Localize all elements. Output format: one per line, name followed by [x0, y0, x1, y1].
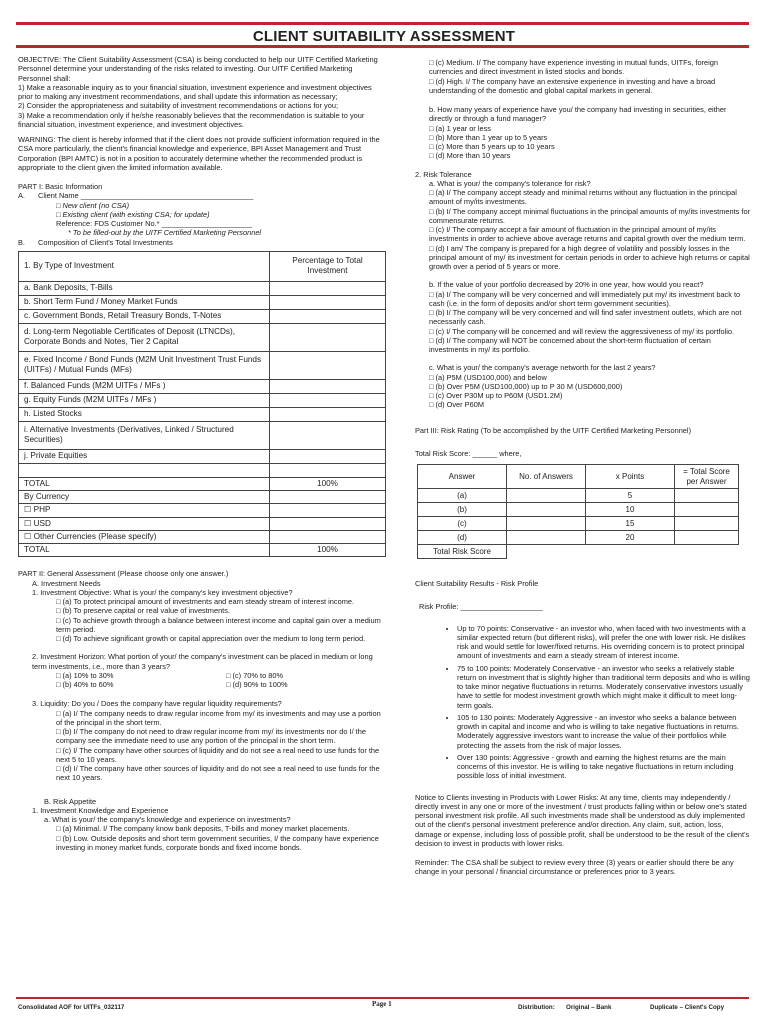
q2-option-b[interactable]: □ (b) 40% to 60% — [56, 680, 114, 689]
currency-php-checkbox[interactable]: ☐ PHP — [19, 504, 270, 517]
currency-heading: By Currency — [19, 491, 270, 504]
objective-point-2: 2) Consider the appropriateness and suitability of investment recommendations or actions for you; — [18, 101, 339, 111]
investment-row-h: h. Listed Stocks — [19, 407, 270, 421]
risk-total-blank3 — [675, 545, 739, 559]
drop-option-c[interactable]: □ (c) I/ The company will be concerned and will review the aggressiveness of my/ its portfolio. — [429, 326, 735, 336]
client-name-field[interactable]: Client Name __________________________________________ — [38, 191, 254, 201]
existing-client-checkbox[interactable]: □ Existing client (with existing CSA; for update) — [56, 209, 210, 219]
page-number: Page 1 — [372, 1000, 392, 1008]
risk-profile-list — [415, 624, 751, 781]
experience-option-d[interactable]: □ (d) More than 10 years — [429, 151, 511, 161]
investment-row-j: j. Private Equities — [19, 449, 270, 463]
risk-header-total: = Total Score per Answer — [675, 465, 739, 489]
percentage-header: Percentage to Total Investment — [270, 251, 386, 281]
duplicate-copy: Duplicate – Client's Copy — [650, 1004, 725, 1011]
objective-point-1: 1) Make a reasonable inquiry as to your financial situation, investment experience and investment objectives prior to making any investment recommendations, and shall update this information as necessary; — [18, 82, 372, 101]
warning-text: WARNING: The client is hereby informed that if the client does not provide sufficient information required in the CSA more particularly, the client's financial knowledge and experience, BPI Asset Management and Trust Corporation (BPI AMTC) is not in a position to accurately determine whether the recommended product is appropriate to the client given the limited information available. — [18, 135, 380, 172]
title-red-rule — [16, 45, 749, 48]
knowledge-title: 1. Investment Knowledge and Experience — [32, 805, 169, 815]
q2-option-d[interactable]: □ (d) 90% to 100% — [226, 680, 288, 689]
risk-answer-a: (a) — [418, 489, 507, 503]
investment-row-e: e. Fixed Income / Bond Funds (M2M Unit Investment Trust Funds (UITFs) / Mutual Funds (MFs) — [19, 351, 270, 379]
composition-row — [18, 238, 386, 247]
question-2: 2. Investment Horizon: What portion of your/ the company's investment can be placed in medium or long term investments, i.e., more than 3 years? — [32, 652, 373, 671]
experience-option-a[interactable]: □ (a) 1 year or less — [429, 123, 491, 133]
risk-total-b[interactable] — [675, 503, 739, 517]
total-risk-score-line: Total Risk Score: ______ where, — [415, 448, 522, 458]
part1-section — [18, 182, 386, 247]
risk-score-table — [417, 464, 739, 559]
notice-text: Notice to Clients investing in Products with Lower Risks: At any time, clients may independently / directly invest in any one or more of the investment / trust products falling within or below one's stated personal investment risk profile. All such investments made shall be understood as duly implemented out of the client's personal investment preference and/or direction. Any claim, suit, action, loss, damage or expense, including loss of possible profit, shall be understood to be the result of the client's decision to invest in products with lower risks. — [415, 792, 750, 848]
q2-options — [18, 671, 386, 690]
q2-option-a[interactable]: □ (a) 10% to 30% — [56, 670, 114, 680]
investment-row-b: b. Short Term Fund / Money Market Funds — [19, 295, 270, 309]
risk-total-blank — [507, 545, 586, 559]
client-name-row — [18, 191, 386, 200]
part1-heading: PART I: Basic Information — [18, 182, 103, 191]
reference-note: * To be filled-out by the UITF Certified Marketing Personnel — [68, 228, 262, 238]
part3-heading: Part III: Risk Rating (To be accomplished by the UITF Certified Marketing Personnel) — [415, 425, 692, 435]
total-value: 100% — [270, 477, 386, 490]
profile-aggressive: • Over 130 points: Aggressive - growth and earning the highest returns are the main concerns of this investor. He is willing to take negative fluctuations in return including possible loss of initial investment. — [457, 753, 751, 781]
risk-points-b: 10 — [586, 503, 675, 517]
networth-option-d[interactable]: □ (d) Over P60M — [429, 400, 484, 410]
reminder-text: Reminder: The CSA shall be subject to review every three (3) years or earlier should there be any change in your personal / financial circumstance or preferences prior to 3 years. — [415, 858, 734, 877]
q2-option-c[interactable]: □ (c) 70% to 80% — [226, 670, 284, 680]
percentage-cell-j[interactable] — [270, 449, 386, 463]
risk-header-points: x Points — [586, 465, 675, 489]
question-knowledge: a. What is your/ the company's knowledge and experience on investments? — [44, 815, 291, 824]
investment-type-header: 1. By Type of Investment — [19, 251, 270, 281]
item-b-label: B. — [18, 237, 25, 247]
risk-count-a[interactable] — [507, 489, 586, 503]
knowledge-option-d[interactable]: □ (d) High. I/ The company have an extensive experience in investing and have a broad understanding of the domestic and global capital markets in general. — [429, 76, 716, 95]
question-experience: b. How many years of experience have you/ the company had investing in securities, either directly or through a fund manager? — [429, 105, 727, 124]
profile-moderately-conservative: • 75 to 100 points: Moderately Conservative - an investor who seeks a relatively stable return on investment that is slightly higher than traditional term deposits and who is willing to take minor negative fluctuations in returns. Moderately conservative investors usually have to settle for modest investment growth which might make it difficult to meet long-term goals. — [457, 664, 751, 710]
profile-moderately-aggressive: • 105 to 130 points: Moderately Aggressive - an investor who seeks a balance between growth in capital and income and who is willing to take negative fluctuations in returns. Moderately aggressive investors want to increase the value of their portfolios while protecting the assets from the risk of major losses. — [457, 713, 751, 750]
percentage-cell-c[interactable] — [270, 309, 386, 323]
q1-option-b[interactable]: □ (b) To preserve capital or real value of investments. — [56, 606, 230, 616]
profile-conservative: • Up to 70 points: Conservative - an investor who, when faced with two investments with a similar expected return (but different risks), will prefer the one with lower risk. He dislikes risk and would settle for lower/fixed returns. His overriding concern is to protect principal amount of investments and earn a steady stream of interest income. — [457, 624, 751, 661]
drop-option-a[interactable]: □ (a) I/ The company will be very concerned and will immediately put my/ its investment back to cash (i.e. in the form of deposits and/or short term government securities). — [429, 289, 741, 308]
knowledge-option-a[interactable]: □ (a) Minimal. I/ The company know bank deposits, T-bills and money market placements. — [56, 824, 350, 834]
top-red-rule — [16, 22, 749, 25]
objective-point-3: 3) Make a recommendation only if he/she reasonably believes that the recommendation is suitable to your financial situation, investment experience, and investment objectives. — [18, 110, 365, 129]
tolerance-option-b[interactable]: □ (b) I/ The company accept minimal fluctuations in the principal amounts of my/its investments for commensurate returns. — [429, 206, 751, 225]
risk-answer-c: (c) — [418, 517, 507, 531]
experience-option-b[interactable]: □ (b) More than 1 year up to 5 years — [429, 132, 548, 142]
percentage-cell-a[interactable] — [270, 281, 386, 295]
knowledge-option-c[interactable]: □ (c) Medium. I/ The company have experience investing in mutual funds, UITFs, foreign currencies and direct investment in listed stocks and bonds. — [429, 58, 718, 77]
q1-option-a[interactable]: □ (a) To protect principal amount of investments and earn steady stream of interest income. — [56, 597, 355, 606]
investment-row-a: a. Bank Deposits, T-Bills — [19, 281, 270, 295]
right-column — [415, 58, 751, 877]
part2-heading: PART II: General Assessment (Please choose only one answer.) — [18, 569, 229, 579]
percentage-cell-h[interactable] — [270, 407, 386, 421]
risk-points-a: 5 — [586, 489, 675, 503]
risk-header-answer: Answer — [418, 465, 507, 489]
percentage-cell-d[interactable] — [270, 323, 386, 351]
tolerance-option-d[interactable]: □ (d) I am/ The company is prepared for a high degree of volatility and possibly losses in the principal amount of my/ its investment for certain periods in order to achieve high returns or capital growth over a period of 5 years or more. — [429, 243, 750, 271]
risk-total-d[interactable] — [675, 531, 739, 545]
risk-answer-d: (d) — [418, 531, 507, 545]
percentage-cell-f[interactable] — [270, 379, 386, 393]
percentage-cell-i[interactable] — [270, 421, 386, 449]
total2-label: TOTAL — [19, 544, 270, 557]
blank-cell — [270, 463, 386, 477]
risk-profile-field[interactable]: Risk Profile: ____________________ — [419, 602, 543, 612]
composition-heading: Composition of Client's Total Investments — [38, 237, 173, 247]
knowledge-option-b[interactable]: □ (b) Low. Outside deposits and short term government securities, I/ the company have experience investing in money market funds, corporate bonds and fixed income bonds. — [56, 833, 379, 852]
currency-php-cell[interactable] — [270, 504, 386, 517]
q3-option-a[interactable]: □ (a) I/ The company needs to draw regular income from my/ its investments and may use a portion of the principal in the short term. — [56, 708, 381, 727]
risk-points-d: 20 — [586, 531, 675, 545]
results-title: Client Suitability Results - Risk Profile — [415, 579, 539, 588]
tolerance-option-a[interactable]: □ (a) I/ The company accept steady and minimal returns without any fluctuation in the principal amount of my/its investments. — [429, 188, 737, 207]
investment-row-g: g. Equity Funds (M2M UITFs / MFs ) — [19, 393, 270, 407]
q1-option-d[interactable]: □ (d) To achieve significant growth or capital appreciation over the medium to long term period. — [56, 634, 366, 643]
currency-other-checkbox[interactable]: ☐ Other Currencies (Please specify) — [19, 530, 270, 543]
risk-total-label: Total Risk Score — [418, 545, 507, 559]
risk-count-c[interactable] — [507, 517, 586, 531]
drop-option-b[interactable]: □ (b) I/ The company will be very concerned and will find safer investment outlets, which are not necessarily cash. — [429, 308, 742, 327]
reference-field[interactable]: Reference: FDS Customer No.* ______________________ — [56, 219, 252, 228]
percentage-cell-g[interactable] — [270, 393, 386, 407]
risk-count-b[interactable] — [507, 503, 586, 517]
q3-option-d[interactable]: □ (d) I/ The company have other sources of liquidity and do not see a real need to use funds for the next 10 years. — [56, 764, 380, 783]
investments-table — [18, 251, 386, 558]
risk-total-c[interactable] — [675, 517, 739, 531]
form-code: Consolidated AOF for UITFs_032117 — [18, 1004, 125, 1011]
percentage-cell-b[interactable] — [270, 295, 386, 309]
networth-option-b[interactable]: □ (b) Over P5M (USD100,000) up to P 30 M (USD600,000) — [429, 381, 623, 391]
original-copy: Original – Bank — [566, 1004, 612, 1011]
drop-option-d[interactable]: □ (d) I/ The company will NOT be concerned about the short-term fluctuation of certain investments in my/ its portfolio. — [429, 335, 711, 354]
question-portfolio-drop: b. If the value of your portfolio decreased by 20% in one year, how would you react? — [429, 280, 704, 290]
total2-value: 100% — [270, 544, 386, 557]
risk-total-a[interactable] — [675, 489, 739, 503]
blank-row — [19, 463, 270, 477]
investment-row-f: f. Balanced Funds (M2M UITFs / MFs ) — [19, 379, 270, 393]
q3-option-b[interactable]: □ (b) I/ The company do not need to draw regular income from my/ its investments nor do I/ the company see the immediate need to use any portion of the principal in the short term. — [56, 727, 366, 746]
question-3: 3. Liquidity: Do you / Does the company have regular liquidity requirements? — [32, 699, 282, 709]
risk-total-blank2 — [586, 545, 675, 559]
risk-points-c: 15 — [586, 517, 675, 531]
experience-option-c[interactable]: □ (c) More than 5 years up to 10 years — [429, 142, 555, 151]
currency-heading-cell — [270, 491, 386, 504]
q1-option-c[interactable]: □ (c) To achieve growth through a balance between interest income and capital gain over a medium term period. — [56, 615, 381, 634]
currency-usd-cell[interactable] — [270, 517, 386, 530]
question-1: 1. Investment Objective: What is your/ the company's key investment objective? — [32, 587, 293, 597]
item-a-label: A. — [18, 191, 25, 201]
risk-count-d[interactable] — [507, 531, 586, 545]
currency-other-cell[interactable] — [270, 530, 386, 543]
percentage-cell-e[interactable] — [270, 351, 386, 379]
networth-option-a[interactable]: □ (a) P5M (USD100,000) and below — [429, 372, 547, 382]
risk-appetite-title: B. Risk Appetite — [44, 796, 97, 806]
risk-header-count: No. of Answers — [507, 465, 586, 489]
investment-needs-title: A. Investment Needs — [32, 578, 101, 588]
distribution-label: Distribution: — [518, 1004, 555, 1011]
tolerance-option-c[interactable]: □ (c) I/ The company accept a fair amount of fluctuation in the principal amount of my/its investments in order to achieve above average returns and capital growth over the medium term. — [429, 225, 746, 244]
new-client-checkbox[interactable]: □ New client (no CSA) — [56, 200, 130, 210]
risk-answer-b: (b) — [418, 503, 507, 517]
investment-row-d: d. Long-term Negotiable Certificates of Deposit (LTNCDs), Corporate Bonds and Notes, Tier 2 Capital — [19, 323, 270, 351]
risk-tolerance-title: 2. Risk Tolerance — [415, 169, 472, 179]
footer-red-rule — [16, 997, 749, 999]
currency-usd-checkbox[interactable]: ☐ USD — [19, 517, 270, 530]
question-networth: c. What is your/ the company's average networth for the last 2 years? — [429, 363, 656, 373]
page-title: CLIENT SUITABILITY ASSESSMENT — [252, 28, 516, 45]
part2-section — [18, 569, 386, 852]
objective-intro: OBJECTIVE: The Client Suitability Assessment (CSA) is being conducted to help our UITF Certified Marketing Personnel determine your understanding of the risks related to investing. Our UITF Certified Marketing Personnel shall: — [18, 55, 378, 83]
investment-row-i: i. Alternative Investments (Derivatives, Linked / Structured Securities) — [19, 421, 270, 449]
q3-option-c[interactable]: □ (c) I/ The company have other sources of liquidity and do not see a real need to use funds for the next 5 to 10 years. — [56, 745, 380, 764]
objective-section — [18, 55, 386, 129]
networth-option-c[interactable]: □ (c) Over P30M up to P60M (USD1.2M) — [429, 391, 563, 400]
question-tolerance: a. What is your/ the company's tolerance for risk? — [429, 178, 591, 188]
investment-row-c: c. Government Bonds, Retail Treasury Bonds, T-Notes — [19, 309, 270, 323]
total-label: TOTAL — [19, 477, 270, 490]
left-column — [18, 55, 386, 852]
